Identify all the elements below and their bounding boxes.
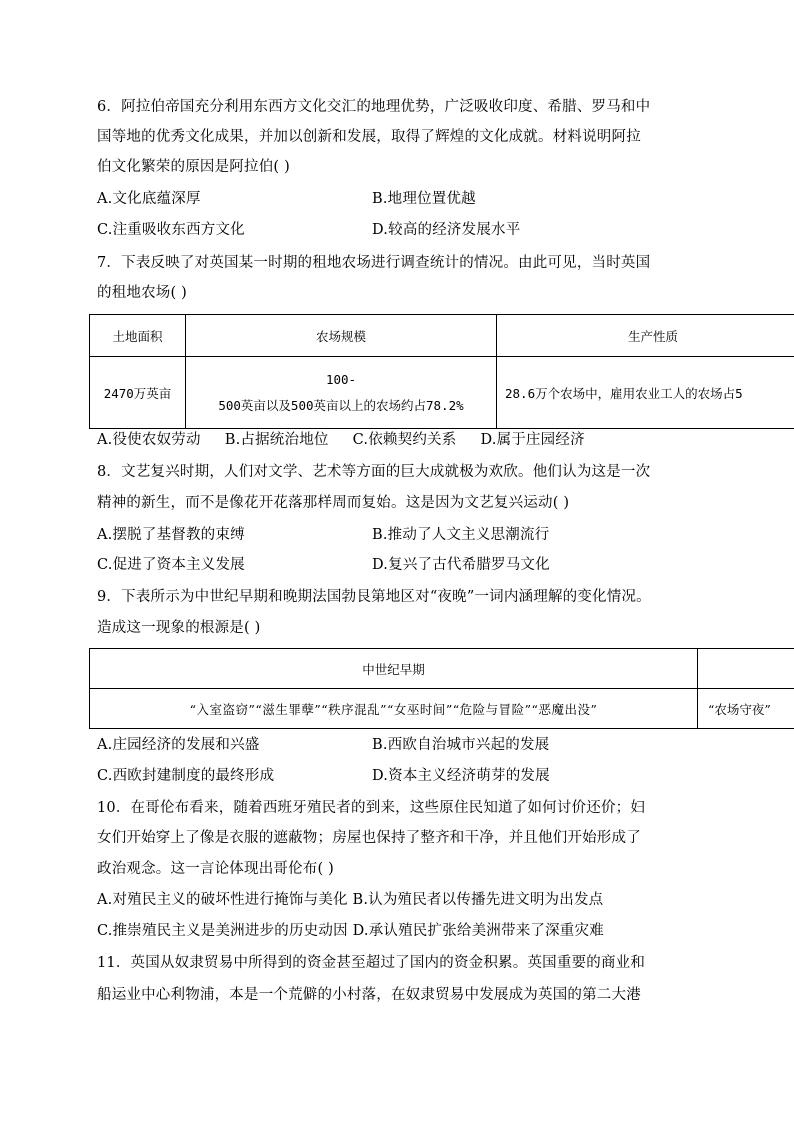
q7-options[interactable]: A.役使农奴劳动 B.占据统治地位 C.依赖契约关系 D.属于庄园经济 <box>97 432 585 448</box>
table-cell-farm-scale <box>186 357 497 429</box>
farm-scale-line-1: 100- <box>325 371 357 387</box>
table-header-land-area: 土地面积 <box>90 315 186 357</box>
q6-option-a[interactable]: A.文化底蕴深厚 <box>97 191 201 207</box>
q10-options-ab[interactable]: A.对殖民主义的破坏性进行掩饰与美化 B.认为殖民者以传播先进文明为出发点 <box>97 892 604 908</box>
q6-line-1: 6．阿拉伯帝国充分利用东西方文化交汇的地理优势，广泛吸收印度、希腊、罗马和中 <box>97 99 651 115</box>
q8-line-2: 精神的新生，而不是像花开花落那样周而复始。这是因为文艺复兴运动( ) <box>97 495 570 511</box>
q6-option-d[interactable]: D.较高的经济发展水平 <box>372 222 521 238</box>
q7-line-2: 的租地农场( ) <box>97 285 188 301</box>
q8-option-d[interactable]: D.复兴了古代希腊罗马文化 <box>372 557 550 573</box>
q9-option-b[interactable]: B.西欧自治城市兴起的发展 <box>372 737 550 753</box>
q8-option-a[interactable]: A.摆脱了基督教的束缚 <box>97 527 245 543</box>
q9-line-2: 造成这一现象的根源是( ) <box>97 620 261 636</box>
q7-line-1: 7．下表反映了对英国某一时期的租地农场进行调查统计的情况。由此可见，当时英国 <box>97 255 651 271</box>
table-header-late-middle-ages <box>698 649 794 689</box>
q10-options-cd[interactable]: C.推崇殖民主义是美洲进步的历史动因 D.承认殖民扩张给美洲带来了深重灾难 <box>97 923 604 939</box>
table-cell-early-content: “入室盗窃”“滋生罪孽”“秩序混乱”“女巫时间”“危险与冒险”“恶魔出没” <box>90 689 698 729</box>
q10-line-1: 10．在哥伦布看来，随着西班牙殖民者的到来，这些原住民知道了如何讨价还价；妇 <box>97 800 646 816</box>
q6-option-b[interactable]: B.地理位置优越 <box>372 191 476 207</box>
q11-line-2: 船运业中心利物浦，本是一个荒僻的小村落，在奴隶贸易中发展成为英国的第二大港 <box>97 987 641 1003</box>
q10-line-3: 政治观念。这一言论体现出哥伦布( ) <box>97 861 335 877</box>
q11-line-1: 11．英国从奴隶贸易中所得到的资金甚至超过了国内的资金积累。英国重要的商业和 <box>97 955 646 971</box>
night-meaning-table <box>89 648 794 729</box>
table-cell-late-content: “农场守夜” <box>698 689 794 729</box>
q9-option-a[interactable]: A.庄园经济的发展和兴盛 <box>97 737 260 753</box>
table-cell-land-area: 2470万英亩 <box>90 357 186 429</box>
q6-line-3: 伯文化繁荣的原因是阿拉伯( ) <box>97 159 290 175</box>
q8-option-c[interactable]: C.促进了资本主义发展 <box>97 557 245 573</box>
q9-line-1: 9．下表所示为中世纪早期和晚期法国勃艮第地区对“夜晚”一词内涵理解的变化情况。 <box>97 589 651 605</box>
table-header-farm-scale: 农场规模 <box>186 315 497 357</box>
farm-scale-line-2: 500英亩以及500英亩以上的农场约占78.2% <box>218 397 464 413</box>
q8-line-1: 8．文艺复兴时期，人们对文学、艺术等方面的巨大成就极为欢欣。他们认为这是一次 <box>97 464 651 480</box>
q8-option-b[interactable]: B.推动了人文主义思潮流行 <box>372 527 550 543</box>
q6-option-c[interactable]: C.注重吸收东西方文化 <box>97 222 245 238</box>
q9-option-c[interactable]: C.西欧封建制度的最终形成 <box>97 768 275 784</box>
farm-survey-table <box>89 314 794 429</box>
q9-option-d[interactable]: D.资本主义经济萌芽的发展 <box>372 768 550 784</box>
q10-line-2: 女们开始穿上了像是衣服的遮蔽物；房屋也保持了整齐和干净，并且他们开始形成了 <box>97 830 641 846</box>
table-header-production-nature: 生产性质 <box>497 315 794 357</box>
table-header-early-middle-ages: 中世纪早期 <box>90 649 698 689</box>
q6-line-2: 国等地的优秀文化成果，并加以创新和发展，取得了辉煌的文化成就。材料说明阿拉 <box>97 129 641 145</box>
table-cell-production-nature: 28.6万个农场中，雇用农业工人的农场占5 <box>497 357 794 429</box>
